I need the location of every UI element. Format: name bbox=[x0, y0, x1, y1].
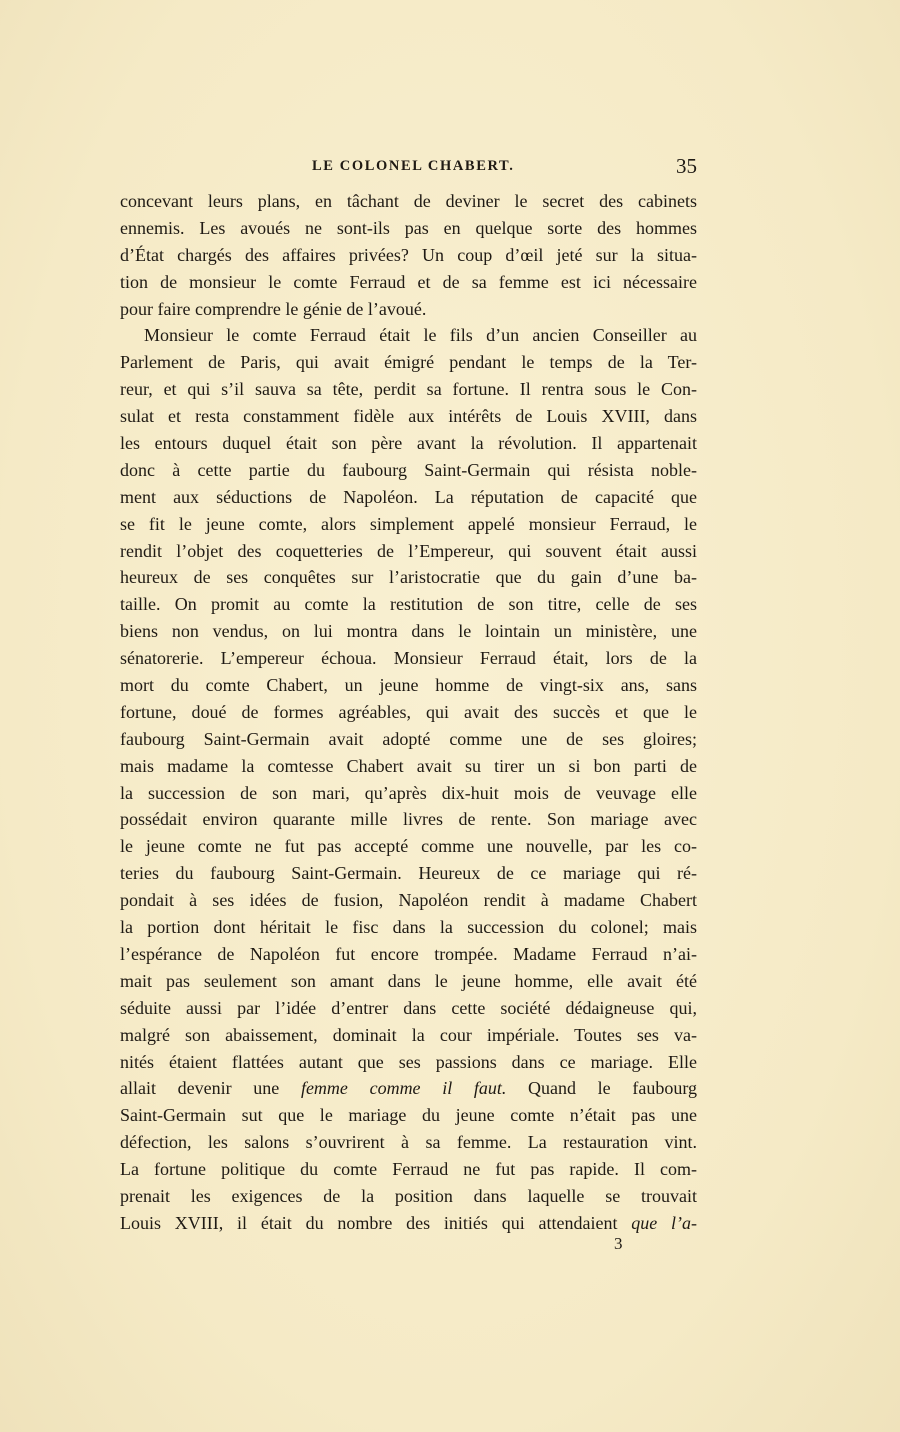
text-line bbox=[120, 349, 697, 376]
line-text: ennemis. Les avoués ne sont-ils pas en quelque sorte des hommes bbox=[120, 217, 697, 238]
text-line bbox=[120, 1156, 697, 1183]
line-text: teries du faubourg Saint-Germain. Heureux de ce mariage qui ré- bbox=[120, 863, 697, 884]
text-line bbox=[120, 484, 697, 511]
text-line bbox=[120, 806, 697, 833]
line-text: Parlement de Paris, qui avait émigré pendant le temps de la Ter- bbox=[120, 352, 697, 373]
text-line bbox=[120, 833, 697, 860]
text-line bbox=[120, 538, 697, 565]
line-text: le jeune comte ne fut pas accepté comme une nouvelle, par les co- bbox=[120, 836, 697, 857]
line-text: taille. On promit au comte la restitution de son titre, celle de ses bbox=[120, 594, 697, 615]
line-text: se fit le jeune comte, alors simplement appelé monsieur Ferraud, le bbox=[120, 513, 697, 534]
italic-text: femme comme il faut. bbox=[300, 1078, 507, 1099]
text-line bbox=[120, 376, 697, 403]
text-line bbox=[120, 242, 697, 269]
line-text: donc à cette partie du faubourg Saint-Germain qui résista noble- bbox=[120, 459, 697, 480]
text-line bbox=[120, 269, 697, 296]
italic-text: que l’a- bbox=[631, 1212, 697, 1233]
line-text: possédait environ quarante mille livres de rente. Son mariage avec bbox=[120, 809, 697, 830]
line-text: sénatorerie. L’empereur échoua. Monsieur Ferraud était, lors de la bbox=[120, 648, 697, 669]
text-line bbox=[120, 887, 697, 914]
line-text: séduite aussi par l’idée d’entrer dans cette société dédaigneuse qui, bbox=[120, 997, 697, 1018]
running-head-title: LE COLONEL CHABERT. bbox=[312, 158, 515, 174]
signature-mark: 3 bbox=[614, 1234, 623, 1253]
text-line bbox=[120, 1022, 697, 1049]
text-line bbox=[120, 618, 697, 645]
line-text: mais madame la comtesse Chabert avait su tirer un si bon parti de bbox=[120, 755, 697, 776]
line-text: Saint-Germain sut que le mariage du jeune comte n’était pas une bbox=[120, 1105, 697, 1126]
line-text: reur, et qui s’il sauva sa tête, perdit sa fortune. Il rentra sous le Con- bbox=[120, 379, 697, 400]
line-text: mort du comte Chabert, un jeune homme de vingt-six ans, sans bbox=[120, 675, 697, 696]
line-text: ment aux séductions de Napoléon. La réputation de capacité que bbox=[120, 486, 697, 507]
text-line bbox=[120, 296, 697, 323]
line-text: Louis XVIII, il était du nombre des initiés qui attendaient bbox=[120, 1212, 632, 1233]
text-line bbox=[120, 860, 697, 887]
text-line bbox=[120, 968, 697, 995]
text-line bbox=[120, 914, 697, 941]
text-line bbox=[120, 941, 697, 968]
body-text bbox=[120, 188, 697, 1237]
text-line bbox=[120, 645, 697, 672]
line-text: fortune, doué de formes agréables, qui avait des succès et que le bbox=[120, 701, 697, 722]
line-text: Quand le faubourg bbox=[506, 1078, 697, 1099]
text-line bbox=[120, 726, 697, 753]
text-line bbox=[120, 995, 697, 1022]
line-text: rendit l’objet des coquetteries de l’Empereur, qui souvent était aussi bbox=[120, 540, 697, 561]
line-text: faubourg Saint-Germain avait adopté comme une de ses gloires; bbox=[120, 728, 697, 749]
text-line bbox=[120, 511, 697, 538]
line-text: allait devenir une bbox=[120, 1078, 301, 1099]
text-line bbox=[120, 564, 697, 591]
line-text: heureux de ses conquêtes sur l’aristocratie que du gain d’une ba- bbox=[120, 567, 697, 588]
line-text: biens non vendus, on lui montra dans le lointain un ministère, une bbox=[120, 621, 697, 642]
text-line bbox=[120, 753, 697, 780]
line-text: d’État chargés des affaires privées? Un coup d’œil jeté sur la situa- bbox=[120, 244, 697, 265]
text-line bbox=[120, 672, 697, 699]
line-text: pondait à ses idées de fusion, Napoléon rendit à madame Chabert bbox=[120, 890, 697, 911]
text-line bbox=[120, 1183, 697, 1210]
text-line bbox=[120, 188, 697, 215]
text-line bbox=[120, 1210, 697, 1237]
text-line bbox=[120, 430, 697, 457]
line-text: mait pas seulement son amant dans le jeune homme, elle avait été bbox=[120, 970, 697, 991]
line-text: malgré son abaissement, dominait la cour impériale. Toutes ses va- bbox=[120, 1024, 697, 1045]
text-line bbox=[120, 457, 697, 484]
text-line bbox=[120, 699, 697, 726]
page-number: 35 bbox=[676, 154, 697, 178]
line-text: pour faire comprendre le génie de l’avoué. bbox=[120, 298, 427, 319]
text-line bbox=[120, 1102, 697, 1129]
text-line bbox=[120, 322, 697, 349]
line-text: nités étaient flattées autant que ses passions dans ce mariage. Elle bbox=[120, 1051, 697, 1072]
line-text: La fortune politique du comte Ferraud ne fut pas rapide. Il com- bbox=[120, 1159, 697, 1180]
text-line bbox=[120, 780, 697, 807]
line-text: les entours duquel était son père avant la révolution. Il appartenait bbox=[120, 433, 697, 454]
text-line bbox=[120, 215, 697, 242]
text-line bbox=[120, 591, 697, 618]
line-text: tion de monsieur le comte Ferraud et de sa femme est ici nécessaire bbox=[120, 271, 697, 292]
line-text: Monsieur le comte Ferraud était le fils d’un ancien Conseiller au bbox=[144, 325, 697, 346]
text-line bbox=[120, 1049, 697, 1076]
line-text: la portion dont héritait le fisc dans la succession du colonel; mais bbox=[120, 917, 697, 938]
line-text: prenait les exigences de la position dans laquelle se trouvait bbox=[120, 1185, 697, 1206]
line-text: l’espérance de Napoléon fut encore trompée. Madame Ferraud n’ai- bbox=[120, 943, 697, 964]
line-text: la succession de son mari, qu’après dix-huit mois de veuvage elle bbox=[120, 782, 697, 803]
text-line bbox=[120, 1075, 697, 1102]
running-head bbox=[120, 154, 697, 182]
text-line bbox=[120, 403, 697, 430]
line-text: sulat et resta constamment fidèle aux intérêts de Louis XVIII, dans bbox=[120, 406, 697, 427]
line-text: concevant leurs plans, en tâchant de deviner le secret des cabinets bbox=[120, 191, 697, 211]
text-line bbox=[120, 1129, 697, 1156]
line-text: défection, les salons s’ouvrirent à sa femme. La restauration vint. bbox=[120, 1132, 697, 1153]
